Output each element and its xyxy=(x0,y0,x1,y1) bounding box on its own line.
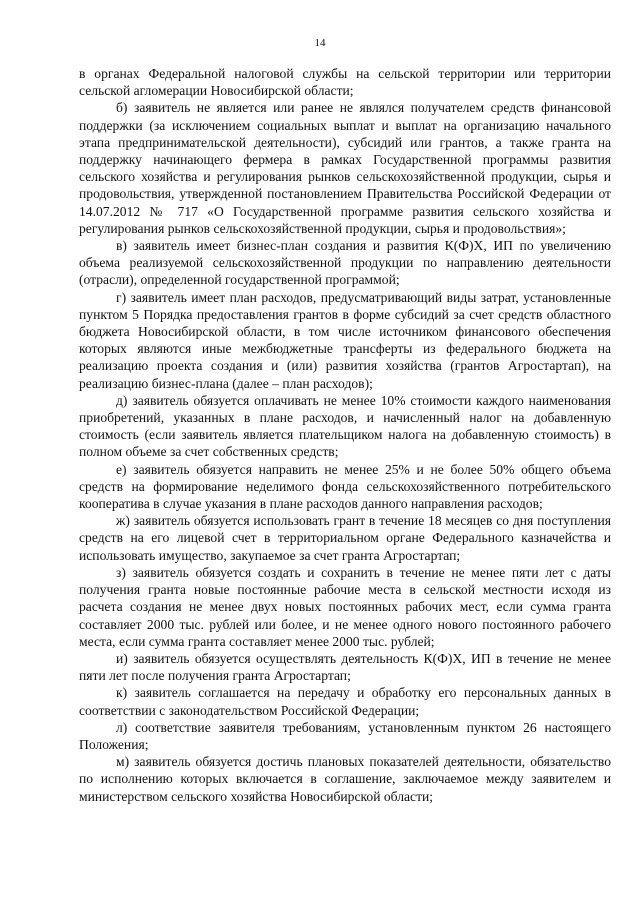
paragraph-item-b: б) заявитель не является или ранее не являлся получателем средств финансовой поддержки (за исключением социальных выплат и выплат на организацию начального этапа предпринимательской деятельности), субсидий или грантов, а также гранта на поддержку начинающего фермера в рамках Государственной программы развития сельского хозяйства и регулирования рынков сельскохозяйственной продукции, сырья и продовольствия, утвержденной постановлением Правительства Российской Федерации от 14.07.2012 № 717 «О Государственной программе развития сельского хозяйства и регулирования рынков сельскохозяйственной продукции, сырья и продовольствия»; xyxy=(79,100,611,236)
paragraph-item-v: в) заявитель имеет бизнес-план создания и развития К(Ф)Х, ИП по увеличению объема реализуемой сельскохозяйственной продукции по направлению деятельности (отрасли), определенной государственной программой; xyxy=(79,238,611,288)
paragraph-item-l: л) соответствие заявителя требованиям, установленным пунктом 26 настоящего Положения; xyxy=(79,719,611,752)
paragraph-item-d: д) заявитель обязуется оплачивать не менее 10% стоимости каждого наименования приобретений, указанных в плане расходов, и начисленный налог на добавленную стоимость (если заявитель является плательщиком налога на добавленную стоимость) в полном объеме за счет собственных средств; xyxy=(79,392,611,460)
paragraph-item-m: м) заявитель обязуется достичь плановых показателей деятельности, обязательство по исполнению которых включается в соглашение, заключаемое между заявителем и министерством сельского хозяйства Новосибирской области; xyxy=(79,754,611,804)
page-number: 14 xyxy=(314,37,326,49)
paragraph-item-g: г) заявитель имеет план расходов, предусматривающий виды затрат, установленные пунктом 5 Порядка предоставления грантов в форме субсидий за счет средств областного бюджета Новосибирской области, в том числе источником финансового обеспечения которых являются иные межбюджетные трансферты из федерального бюджета на реализацию проекта создания и (или) развития хозяйства (грантов Агростартап), на реализацию бизнес-плана (далее – план расходов); xyxy=(79,289,611,391)
paragraph-item-zh: ж) заявитель обязуется использовать грант в течение 18 месяцев со дня поступления средств на его лицевой счет в территориальном органе Федерального казначейства и использовать имущество, закупаемое за счет гранта Агростартап; xyxy=(79,513,611,563)
paragraph-item-k: к) заявитель соглашается на передачу и обработку его персональных данных в соответствии с законодательством Российской Федерации; xyxy=(79,685,611,718)
document-body xyxy=(79,65,611,805)
paragraph-continuation: в органах Федеральной налоговой службы на сельской территории или территории сельской агломерации Новосибирской области; xyxy=(79,66,611,99)
paragraph-item-i: и) заявитель обязуется осуществлять деятельность К(Ф)Х, ИП в течение не менее пяти лет после получения гранта Агростартап; xyxy=(79,650,611,684)
paragraph-item-z: з) заявитель обязуется создать и сохранить в течение не менее пяти лет с даты получения гранта новые постоянные рабочие места в сельской местности исходя из расчета создания не менее двух новых постоянных рабочих мест, если сумма гранта составляет 2000 тыс. рублей или более, и не менее одного нового постоянного рабочего места, если сумма гранта составляет менее 2000 тыс. рублей; xyxy=(79,564,611,649)
paragraph-item-e: е) заявитель обязуется направить не менее 25% и не более 50% общего объема средств на формирование неделимого фонда сельскохозяйственного потребительского кооператива в случае указания в плане расходов данного направления расходов; xyxy=(79,461,611,512)
